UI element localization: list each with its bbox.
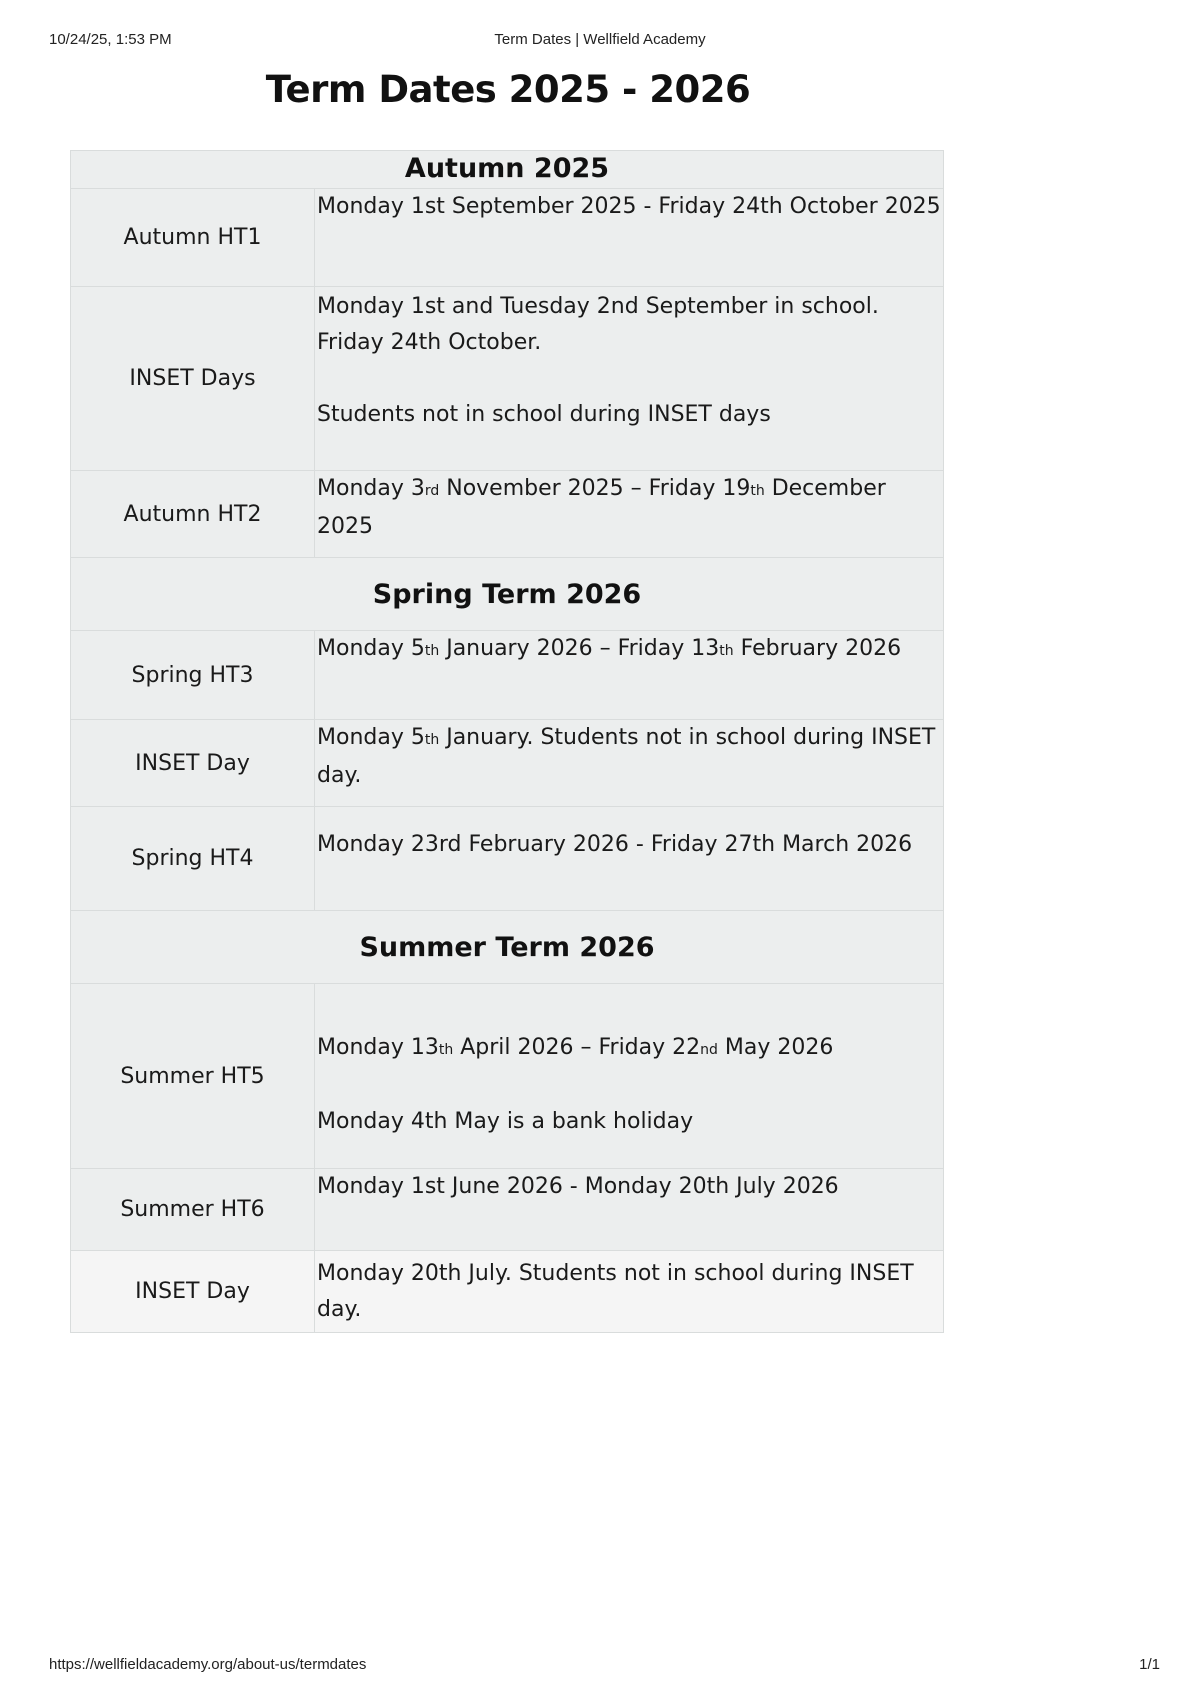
table-row <box>71 1251 944 1333</box>
table-row <box>71 287 944 471</box>
term-dates-table <box>70 150 944 1333</box>
row-dates-summer-ht6: Monday 1st June 2026 - Monday 20th July 2026 <box>315 1169 944 1251</box>
date-text: Monday 3 <box>317 476 425 501</box>
table-row <box>71 151 944 189</box>
date-text: Monday 5 <box>317 636 425 661</box>
print-page-number: 1/1 <box>1139 1656 1160 1673</box>
row-label-spring-ht4: Spring HT4 <box>71 807 315 911</box>
row-dates-autumn-inset <box>315 287 944 471</box>
table-row <box>71 1169 944 1251</box>
print-page-title: Term Dates | Wellfield Academy <box>494 31 706 48</box>
date-text: January. Students not in school during INSET day. <box>317 725 936 788</box>
row-dates-summer-inset: Monday 20th July. Students not in school during INSET day. <box>315 1251 944 1333</box>
table-row <box>71 558 944 631</box>
date-text: January 2026 – Friday 13 <box>439 636 720 661</box>
table-row <box>71 807 944 911</box>
row-dates-spring-ht3 <box>315 631 944 720</box>
section-heading-summer: Summer Term 2026 <box>71 911 944 984</box>
ordinal-suffix: th <box>424 732 440 748</box>
inset-note: Students not in school during INSET days <box>317 402 771 427</box>
print-datetime: 10/24/25, 1:53 PM <box>49 31 172 48</box>
spacer <box>317 361 943 397</box>
table-row <box>71 911 944 984</box>
row-label-autumn-inset: INSET Days <box>71 287 315 471</box>
row-label-autumn-ht1: Autumn HT1 <box>71 189 315 287</box>
section-heading-autumn: Autumn 2025 <box>71 151 944 189</box>
date-line <box>317 1030 943 1068</box>
date-text: May 2026 <box>717 1035 834 1060</box>
table-row <box>71 720 944 807</box>
row-dates-summer-ht5 <box>315 984 944 1169</box>
table-row <box>71 984 944 1169</box>
row-label-spring-ht3: Spring HT3 <box>71 631 315 720</box>
ordinal-suffix: nd <box>700 1042 718 1058</box>
row-label-summer-inset: INSET Day <box>71 1251 315 1333</box>
row-dates-spring-inset <box>315 720 944 807</box>
page-title: Term Dates 2025 - 2026 <box>265 68 751 111</box>
row-label-summer-ht6: Summer HT6 <box>71 1169 315 1251</box>
date-text: February 2026 <box>733 636 902 661</box>
date-text: December 2025 <box>317 476 886 539</box>
row-label-spring-inset: INSET Day <box>71 720 315 807</box>
ordinal-suffix: th <box>438 1042 454 1058</box>
date-text: Monday 5 <box>317 725 425 750</box>
inset-line-2: Friday 24th October. <box>317 330 542 355</box>
ordinal-suffix: th <box>750 483 765 499</box>
table-row <box>71 631 944 720</box>
table-row <box>71 189 944 287</box>
print-url: https://wellfieldacademy.org/about-us/termdates <box>49 1656 367 1673</box>
bank-holiday-note: Monday 4th May is a bank holiday <box>317 1109 694 1134</box>
date-text: November 2025 – Friday 19 <box>439 476 751 501</box>
ordinal-suffix: rd <box>424 483 440 499</box>
ordinal-suffix: th <box>719 643 734 659</box>
ordinal-suffix: th <box>424 643 440 659</box>
spacer <box>317 1068 943 1104</box>
row-label-summer-ht5: Summer HT5 <box>71 984 315 1169</box>
section-heading-spring: Spring Term 2026 <box>71 558 944 631</box>
row-dates-autumn-ht2 <box>315 471 944 558</box>
table-row <box>71 471 944 558</box>
date-text: April 2026 – Friday 22 <box>453 1035 701 1060</box>
inset-line-1: Monday 1st and Tuesday 2nd September in school. <box>317 294 879 319</box>
row-label-autumn-ht2: Autumn HT2 <box>71 471 315 558</box>
row-dates-autumn-ht1: Monday 1st September 2025 - Friday 24th October 2025 <box>315 189 944 287</box>
row-dates-spring-ht4: Monday 23rd February 2026 - Friday 27th March 2026 <box>315 807 944 911</box>
date-text: Monday 13 <box>317 1035 439 1060</box>
